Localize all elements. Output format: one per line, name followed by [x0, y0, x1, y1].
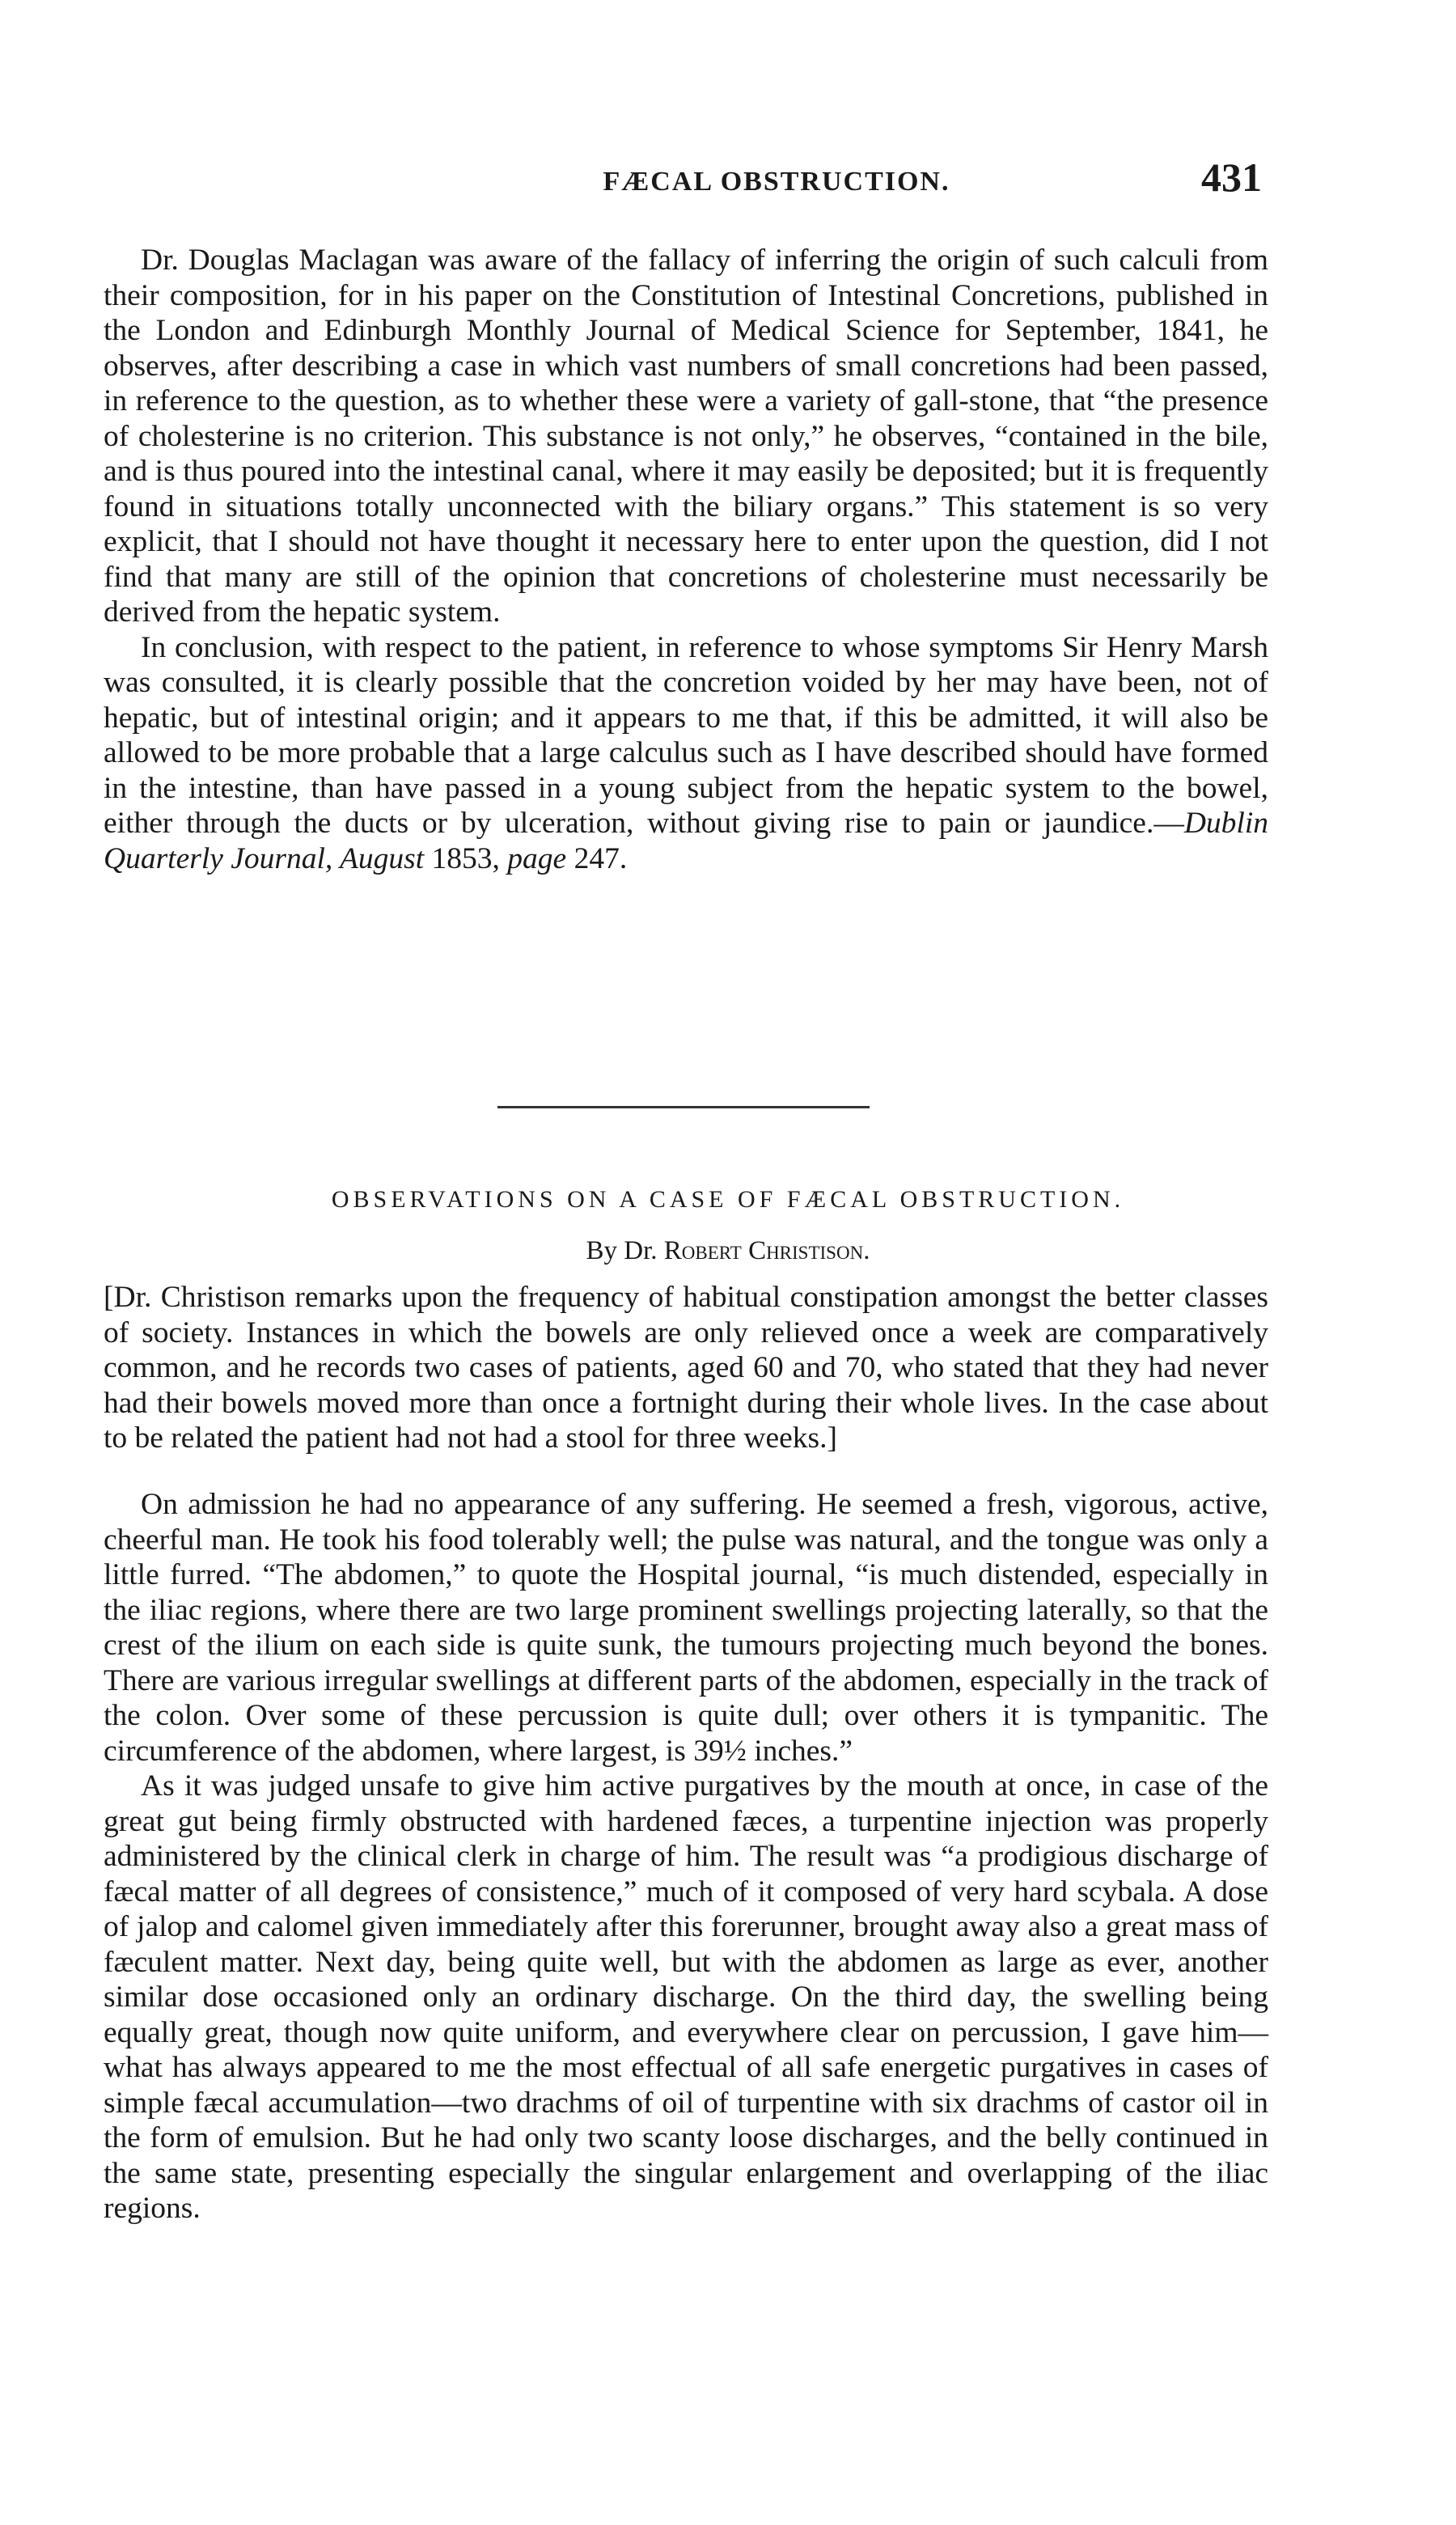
citation-year: 1853, — [424, 841, 508, 875]
paragraph: On admission he had no appearance of any suffering. He seemed a fresh, vigorous, active, cheerful man. He took his food tolerably well; the pulse was natural, and the tongue was only a little furred. “The abdomen,” to quote the Hospital journal, “is much distended, especially in the iliac regions, where there are two large prominent swellings projecting laterally, so that the crest of the ilium on each side is quite sunk, the tumours projecting much beyond the bones. There are various irregular swellings at different parts of the abdomen, especially in the track of the colon. Over some of these percussion is quite dull; over others it is tympanitic. The circumference of the abdomen, where largest, is 39½ inches.” — [104, 1488, 1268, 1768]
paragraph: Dr. Douglas Maclagan was aware of the fallacy of inferring the origin of such calculi from their composition, for in his paper on the Constitution of Intestinal Concretions, published in the London and Edinburgh Monthly Journal of Medical Science for September, 1841, he observes, after describing a case in which vast numbers of small concretions had been passed, in reference to the question, as to whether these were a variety of gall-stone, that “the presence of cholesterine is no criterion. This substance is not only,” he observes, “contained in the bile, and is thus poured into the intestinal canal, where it may easily be deposited; but it is frequently found in situations totally unconnected with the biliary organs.” This statement is so very explicit, that I should not have thought it necessary here to enter upon the question, did I not find that many are still of the opinion that concretions of cholesterine must necessarily be derived from the hepatic system. — [104, 244, 1268, 629]
running-head — [485, 154, 1262, 210]
running-title: FÆCAL OBSTRUCTION. — [603, 167, 950, 197]
journal-citation: Dublin Quarterly Journal, August — [104, 807, 1268, 875]
citation-page-label: page — [507, 841, 567, 875]
paragraph-text: In conclusion, with respect to the patient, in reference to whose symptoms Sir Henry Marsh was consulted, it is clearly possible that the concretion voided by her may have been, not of hepatic, but of intestinal origin; and it appears to me that, if this be admitted, it will also be allowed to be more probable that a large calculus such as I have described should have formed in the intestine, than have passed in a young subject from the hepatic system to the bowel, either through the ducts or by ulceration, without giving rise to pain or jaundice.— — [104, 630, 1268, 840]
abstract-text: [Dr. Christison remarks upon the frequency of habitual constipation amongst the better classes of society. Instances in which the bowels are only relieved once a week are comparatively common, and he records two cases of patients, aged 60 and 70, who stated that they had never had their bowels moved more than once a fortnight during their whole lives. In the case about to be related the patient had not had a stool for three weeks.] — [104, 1281, 1268, 1455]
article-two-body — [104, 1487, 1268, 2226]
paragraph-with-citation — [104, 630, 1268, 877]
byline — [0, 1236, 1456, 1266]
author-name: Robert Christison. — [663, 1236, 870, 1265]
article-two-heading: OBSERVATIONS ON A CASE OF FÆCAL OBSTRUCTION. — [331, 1186, 1125, 1213]
citation-page-number: 247. — [566, 841, 628, 875]
section-divider — [497, 1106, 870, 1108]
article-one-body — [104, 243, 1268, 876]
page-number: 431 — [1201, 155, 1262, 200]
editorial-abstract — [104, 1280, 1268, 1456]
paragraph: As it was judged unsafe to give him active purgatives by the mouth at once, in case of the great gut being firmly obstructed with hardened fæces, a turpentine injection was properly administered by the clinical clerk in charge of him. The result was “a prodigious discharge of fæcal matter of all degrees of consistence,” much of it composed of very hard scybala. A dose of jalop and calomel given immediately after this forerunner, brought away also a great mass of fæculent matter. Next day, being quite well, but with the abdomen as large as ever, another similar dose occasioned only an ordinary discharge. On the third day, the swelling being equally great, though now quite uniform, and everywhere clear on percussion, I gave him—what has always appeared to me the most effectual of all safe energetic purgatives in cases of simple fæcal accumulation—two drachms of oil of turpentine with six drachms of castor oil in the form of emulsion. But he had only two scanty loose discharges, and the belly continued in the same state, presenting especially the singular enlargement and overlapping of the iliac regions. — [104, 1769, 1268, 2225]
byline-prefix: By Dr. — [586, 1236, 658, 1265]
